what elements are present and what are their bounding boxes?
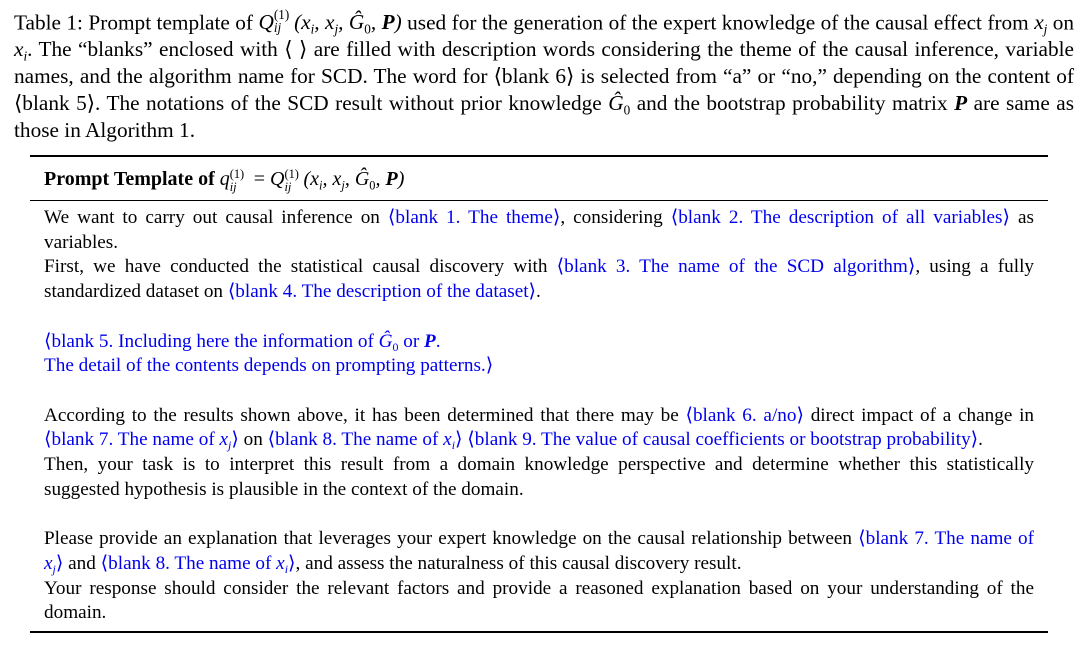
paragraph-3: According to the results shown above, it has been determined that there may be ⟨blank 6. a/no⟩ direct impact of a change in ⟨blank 7. The name of $x_j⟩$ on ⟨blank 8. The name of $x_i⟩$ ⟨blank 9. The value of causal coefficients or bootstrap probability⟩. Then, your task is to interpret this result from a domain knowledge perspective and determine whether this statistically suggested hypothesis is plausible in the context of the domain. bbox=[44, 404, 1034, 500]
math-Q1: Q (1) ij ($x_i$, $x_j$, $Ĝ_0$, P) bbox=[258, 6, 402, 37]
paragraph-5: Please provide an explanation that leverages your expert knowledge on the causal relationship between ⟨blank 7. The name of $x_j⟩$ and ⟨blank 8. The name of $x_i⟩$, and assess the naturalness of this causal discovery result. Your response should consider the relevant factors and provide a reasoned explanation based on your understanding of the domain. bbox=[44, 528, 1034, 624]
blank-9: ⟨blank 9. The value of causal coefficients or bootstrap probability⟩ bbox=[467, 429, 979, 451]
box-title: Prompt Template of q (1) ij = Q (1) ij ($x_i$, $x_j$, $Ĝ_0$, P) bbox=[44, 167, 405, 194]
blank-7: ⟨blank 7. The name of $x_j⟩$ bbox=[44, 429, 239, 453]
blank-1: ⟨blank 1. The theme⟩ bbox=[387, 207, 561, 228]
table-bottom-rule bbox=[30, 631, 1048, 633]
blank-8-repeat: ⟨blank 8. The name of $x_i⟩$ bbox=[100, 552, 296, 576]
caption-label: Table 1: bbox=[14, 10, 83, 35]
table-mid-rule bbox=[30, 200, 1048, 201]
blank-8: ⟨blank 8. The name of $x_i⟩$ bbox=[267, 429, 463, 453]
table-top-rule bbox=[30, 155, 1048, 157]
blank-5: ⟨blank 5. Including here the information of $Ĝ_0$ or P. The detail of the contents depends on prompting patterns.⟩ bbox=[44, 330, 494, 377]
paragraph-2: First, we have conducted the statistical causal discovery with ⟨blank 3. The name of the SCD algorithm⟩, using a fully standardized dataset on ⟨blank 4. The description of the dataset⟩. bbox=[44, 256, 1034, 303]
blank-4: ⟨blank 4. The description of the dataset⟩ bbox=[227, 281, 537, 303]
blank-2: ⟨blank 2. The description of all variables⟩ bbox=[670, 207, 1010, 228]
blank-6: ⟨blank 6. a/no⟩ bbox=[685, 404, 804, 426]
table-caption: Table 1: Prompt template of Q (1) ij ($x_i$, $x_j$, $Ĝ_0$, P) used for the generation of the expert knowledge of the causal effect from $x_j$ on $x_i$. The “blanks” enclosed with ⟨ ⟩ are filled with description words considering the theme of the causal inference, variable names, and the algorithm name for SCD. The word for ⟨blank 6⟩ is selected from “a” or “no,” depending on the content of ⟨blank 5⟩. The notations of the SCD result without prior knowledge $Ĝ_0$ and the bootstrap probability matrix P are same as those in Algorithm 1. bbox=[14, 6, 1075, 143]
paragraph-1: We want to carry out causal inference on ⟨blank 1. The theme⟩, considering ⟨blank 2. The description of all variables⟩ as variables. bbox=[44, 207, 1035, 253]
blank-3: ⟨blank 3. The name of the SCD algorithm⟩ bbox=[556, 256, 916, 278]
prompt-body bbox=[44, 206, 1034, 626]
blank-7-repeat: ⟨blank 7. The name of $x_j⟩$ bbox=[44, 528, 1034, 576]
